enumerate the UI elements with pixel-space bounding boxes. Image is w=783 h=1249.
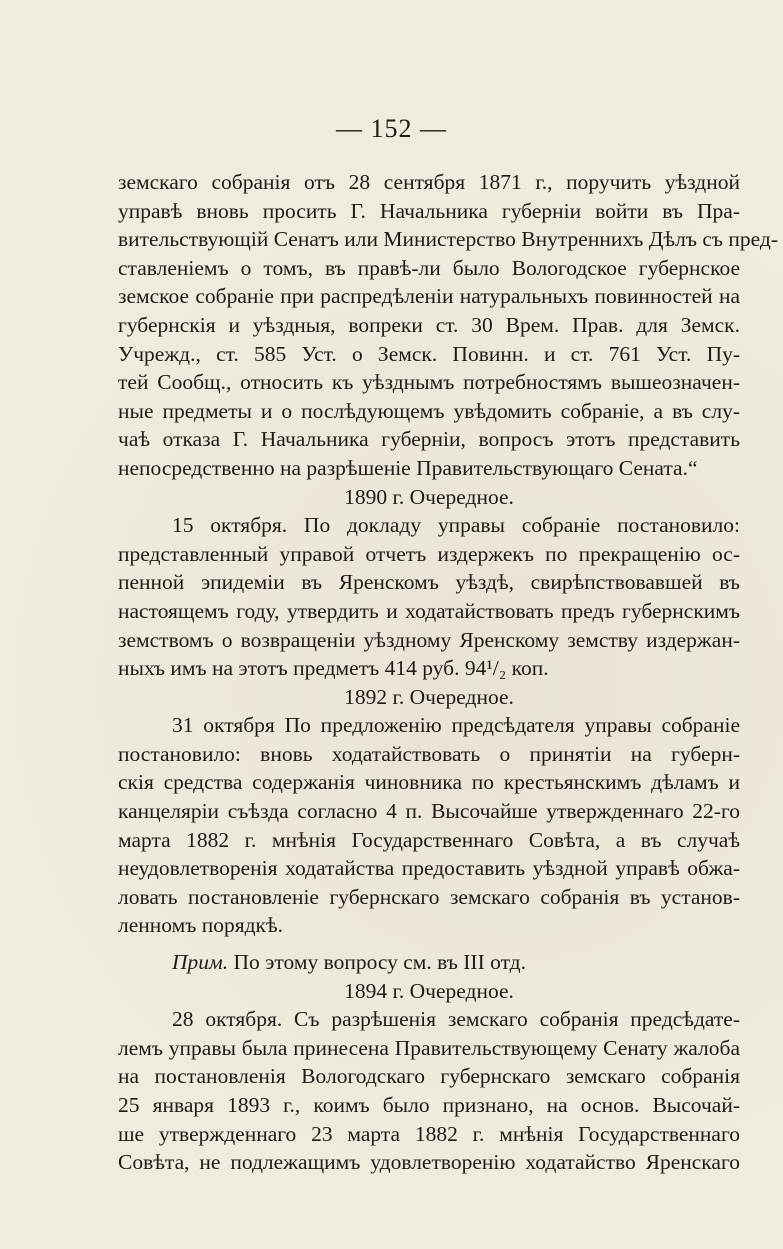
- text-line: губернскія и уѣздныя, вопреки ст. 30 Врем. Прав. для Земск.: [118, 312, 740, 337]
- paragraph-2: [118, 511, 740, 683]
- text-line: постановило: вновь ходатайствовать о принятіи на губерн-: [118, 741, 740, 766]
- text-line: скія средства содержанія чиновника по крестьянскимъ дѣламъ и: [118, 770, 740, 795]
- text-line: чаѣ отказа Г. Начальника губерніи, вопросъ этотъ представить: [118, 427, 740, 452]
- text-line: ловать постановленіе губернскаго земскаго собранія въ установ-: [118, 884, 740, 909]
- page-number: — 152 —: [336, 114, 447, 143]
- text-line: ные предметы и о послѣдующемъ увѣдомить собраніе, а въ слу-: [118, 398, 740, 423]
- text-line: ше утвержденнаго 23 марта 1882 г. мнѣнія Государственнаго: [118, 1121, 740, 1146]
- text-line: управѣ вновь просить Г. Начальника губерніи войти въ Пра-: [118, 198, 740, 223]
- note-line: [118, 948, 740, 977]
- text-line: земскаго собранія отъ 28 сентября 1871 г., поручить уѣздной: [118, 170, 740, 194]
- page-body: [118, 168, 778, 1177]
- text-line: непосредственно на разрѣшеніе Правительствующаго Сената.“: [118, 455, 698, 480]
- text-line: 15 октября. По докладу управы собраніе постановило:: [172, 513, 740, 538]
- spacer: [118, 940, 740, 948]
- section-heading-1892: 1892 г. Очередное.: [344, 684, 514, 709]
- text-line: Совѣта, не подлежащимъ удовлетворенію ходатайство Яренскаго: [118, 1150, 740, 1175]
- text-line: лемъ управы была принесена Правительствующему Сенату жалоба: [118, 1035, 740, 1060]
- text-line: 25 января 1893 г., коимъ было признано, на основ. Высочай-: [118, 1093, 740, 1117]
- text-line: вительствующій Сенатъ или Министерство Внутреннихъ Дѣлъ съ пред-: [118, 227, 778, 252]
- text-line: марта 1882 г. мнѣнія Государственнаго Совѣта, а въ случаѣ: [118, 827, 740, 852]
- paragraph-4: [118, 1005, 740, 1177]
- text-line: пенной эпидеміи въ Яренскомъ уѣздѣ, свирѣпствовавшей въ: [118, 570, 740, 595]
- text-line: неудовлетворенія ходатайства предоставить уѣздной управѣ обжа-: [118, 856, 740, 881]
- text-line: ленномъ порядкѣ.: [118, 913, 284, 938]
- section-heading-1890: 1890 г. Очередное.: [344, 484, 514, 509]
- text-line: ставленіемъ о томъ, въ правѣ-ли было Вологодское губернское: [118, 255, 740, 280]
- text-line: канцеляріи съѣзда согласно 4 п. Высочайше утвержденнаго 22-го: [118, 799, 740, 824]
- section-heading-1894: 1894 г. Очередное.: [344, 978, 514, 1003]
- paragraph-1: [118, 168, 778, 483]
- text-line: земствомъ о возвращеніи уѣздному Яренскому земству издержан-: [118, 627, 740, 652]
- text-line: Учрежд., ст. 585 Уст. о Земск. Повинн. и ст. 761 Уст. Пу-: [118, 341, 740, 366]
- text-line: ныхъ имъ на этотъ предметъ 414 руб. 94¹/₂ коп.: [118, 656, 549, 681]
- text-line: настоящемъ году, утвердить и ходатайствовать предъ губернскимъ: [118, 598, 740, 623]
- paragraph-3: [118, 711, 740, 940]
- text-line: земское собраніе при распредѣленіи натуральныхъ повинностей на: [118, 284, 740, 309]
- text-line: тей Сообщ., относить къ уѣзднымъ потребностямъ вышеозначен-: [118, 370, 740, 395]
- note-text: По этому вопросу см. въ III отд.: [233, 950, 526, 975]
- note-label: Прим.: [172, 950, 229, 975]
- text-line: представленный управой отчетъ издержекъ по прекращенію ос-: [118, 541, 740, 566]
- text-line: на постановленія Вологодскаго губернскаго земскаго собранія: [118, 1064, 740, 1089]
- text-line: 31 октября По предложенію предсѣдателя управы собраніе: [172, 713, 740, 738]
- text-line: 28 октября. Съ разрѣшенія земскаго собранія предсѣдате-: [172, 1007, 740, 1032]
